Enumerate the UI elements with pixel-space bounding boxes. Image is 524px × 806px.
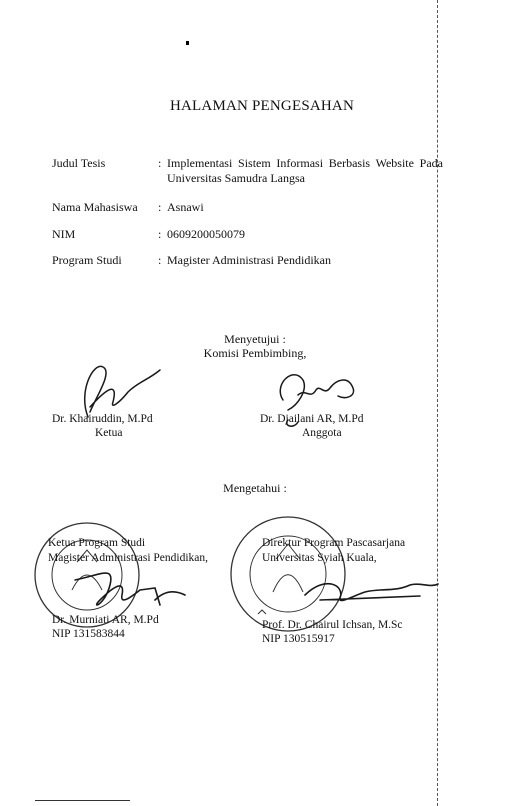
- field-label-nim: NIM: [52, 227, 76, 241]
- acknowledged-heading: Mengetahui :: [223, 481, 287, 495]
- field-colon: :: [158, 227, 162, 241]
- scan-bottom-line: [35, 800, 130, 801]
- field-value-judul-tesis-line1: Implementasi Sistem Informasi Berbasis Website Pada: [167, 156, 443, 170]
- field-value-judul-tesis-line2: Universitas Samudra Langsa: [167, 171, 305, 185]
- right-nip: NIP 130515917: [262, 633, 335, 645]
- left-name: Dr. Murniati AR, M.Pd: [52, 614, 159, 626]
- scan-edge-line: [437, 0, 438, 806]
- field-label-nama-mahasiswa: Nama Mahasiswa: [52, 200, 138, 214]
- chair-name: Dr. Khairuddin, M.Pd: [52, 413, 153, 425]
- left-title-line1: Ketua Program Studi: [48, 537, 146, 549]
- signature-right: [300, 570, 440, 610]
- left-title-line2: Magister Administrasi Pendidikan,: [48, 552, 209, 564]
- right-title-line1: Direktur Program Pascasarjana: [262, 537, 406, 549]
- right-title-line2: Universitas Syiah Kuala,: [262, 552, 377, 564]
- member-name: Dr. Djailani AR, M.Pd: [260, 413, 364, 425]
- scan-speck: [186, 41, 189, 45]
- field-value-nama-mahasiswa: Asnawi: [167, 200, 204, 214]
- left-nip: NIP 131583844: [52, 628, 125, 640]
- field-colon: :: [158, 253, 162, 267]
- field-colon: :: [158, 200, 162, 214]
- signature-left: [70, 560, 190, 620]
- approval-heading: Menyetujui :: [224, 332, 286, 346]
- right-name: Prof. Dr. Chairul Ichsan, M.Sc: [262, 619, 403, 631]
- member-role: Anggota: [302, 427, 342, 439]
- page-title: HALAMAN PENGESAHAN: [169, 98, 355, 114]
- field-label-program-studi: Program Studi: [52, 253, 122, 267]
- signature-chair: [58, 352, 168, 422]
- field-value-program-studi: Magister Administrasi Pendidikan: [167, 253, 331, 267]
- field-label-judul-tesis: Judul Tesis: [52, 156, 106, 170]
- field-value-nim: 0609200050079: [167, 227, 245, 241]
- chair-role: Ketua: [95, 427, 123, 439]
- field-colon: :: [158, 156, 162, 170]
- approval-committee: Komisi Pembimbing,: [203, 346, 307, 360]
